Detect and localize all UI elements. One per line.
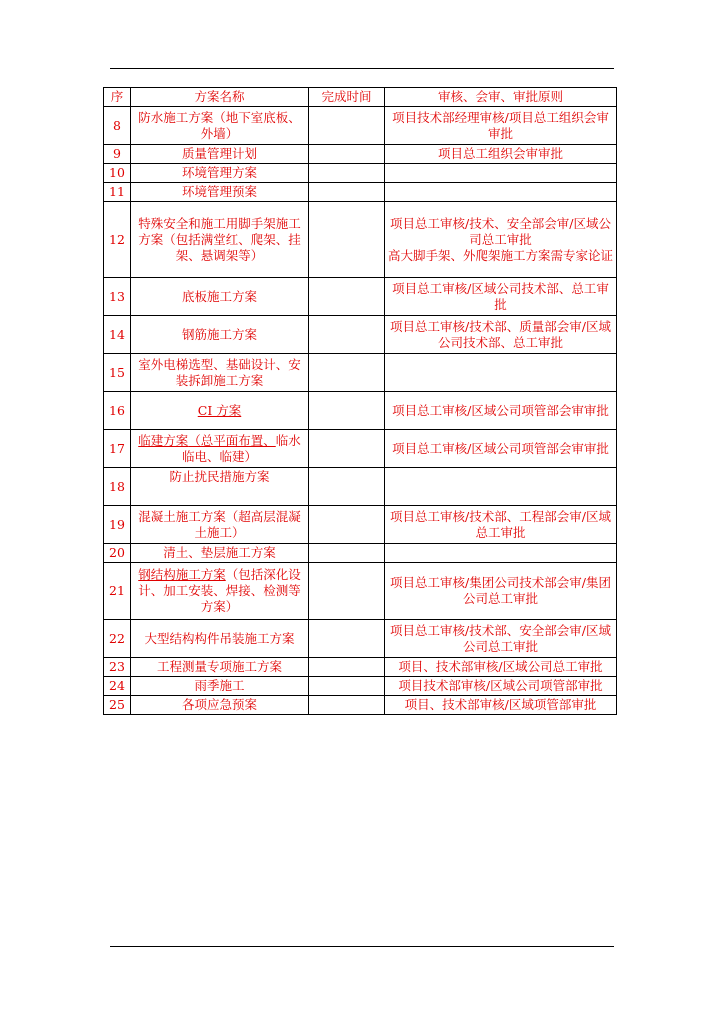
row-name-underlined: 钢结构施工方案 bbox=[138, 567, 226, 582]
row-time bbox=[309, 430, 385, 468]
table-row bbox=[104, 164, 617, 183]
row-review bbox=[385, 183, 617, 202]
footer-rule bbox=[110, 946, 614, 947]
row-review: 项目总工审核/集团公司技术部会审/集团公司总工审批 bbox=[385, 563, 617, 620]
row-no: 19 bbox=[104, 506, 131, 544]
table-row bbox=[104, 506, 617, 544]
row-review: 项目技术部经理审核/项目总工组织会审审批 bbox=[385, 107, 617, 145]
row-time bbox=[309, 183, 385, 202]
row-review: 项目总工审核/区域公司项管部会审审批 bbox=[385, 430, 617, 468]
row-time bbox=[309, 620, 385, 658]
row-name bbox=[131, 430, 309, 468]
table-row bbox=[104, 278, 617, 316]
row-no: 18 bbox=[104, 468, 131, 506]
column-header-time: 完成时间 bbox=[309, 88, 385, 107]
row-name: 特殊安全和施工用脚手架施工方案（包括满堂红、爬架、挂架、悬调架等） bbox=[131, 202, 309, 278]
row-name: 雨季施工 bbox=[131, 677, 309, 696]
table-row bbox=[104, 563, 617, 620]
table-row bbox=[104, 658, 617, 677]
row-no: 20 bbox=[104, 544, 131, 563]
row-no: 13 bbox=[104, 278, 131, 316]
column-header-name: 方案名称 bbox=[131, 88, 309, 107]
table-row bbox=[104, 392, 617, 430]
row-review: 项目、技术部审核/区域公司总工审批 bbox=[385, 658, 617, 677]
row-name bbox=[131, 563, 309, 620]
row-name: 防止扰民措施方案 bbox=[131, 468, 309, 506]
row-no: 15 bbox=[104, 354, 131, 392]
row-time bbox=[309, 278, 385, 316]
row-review: 项目总工审核/技术部、质量部会审/区域公司技术部、总工审批 bbox=[385, 316, 617, 354]
row-no: 11 bbox=[104, 183, 131, 202]
row-review: 项目、技术部审核/区域项管部审批 bbox=[385, 696, 617, 715]
row-name-rest: （包括深化设计、加工安装、焊接、检测等方案） bbox=[138, 567, 301, 614]
row-review-line: 项目总工审核/技术、安全部会审/区域公司总工审批 bbox=[390, 215, 611, 247]
row-review: 项目总工审核/区域公司技术部、总工审批 bbox=[385, 278, 617, 316]
row-review: 项目总工审核/技术部、安全部会审/区域公司总工审批 bbox=[385, 620, 617, 658]
row-name: 大型结构构件吊装施工方案 bbox=[131, 620, 309, 658]
row-review: 项目总工审核/技术部、工程部会审/区域总工审批 bbox=[385, 506, 617, 544]
table-row bbox=[104, 620, 617, 658]
row-time bbox=[309, 563, 385, 620]
row-name: 工程测量专项施工方案 bbox=[131, 658, 309, 677]
row-no: 9 bbox=[104, 145, 131, 164]
row-name: 环境管理方案 bbox=[131, 164, 309, 183]
row-name: 底板施工方案 bbox=[131, 278, 309, 316]
row-time bbox=[309, 164, 385, 183]
table-row bbox=[104, 696, 617, 715]
row-name-rest: 临水临电、临建） bbox=[181, 432, 301, 464]
row-review: 项目总工审核/区域公司项管部会审审批 bbox=[385, 392, 617, 430]
row-review-note: 高大脚手架、外爬架施工方案需专家论证 bbox=[388, 247, 614, 263]
row-review: 项目总工组织会审审批 bbox=[385, 145, 617, 164]
row-review: 项目技术部审核/区域公司项管部审批 bbox=[385, 677, 617, 696]
table-row bbox=[104, 468, 617, 506]
row-time bbox=[309, 506, 385, 544]
row-name-underlined: 临建方案 bbox=[138, 432, 189, 448]
row-time bbox=[309, 354, 385, 392]
row-no: 17 bbox=[104, 430, 131, 468]
row-review bbox=[385, 354, 617, 392]
row-review bbox=[385, 544, 617, 563]
row-review bbox=[385, 164, 617, 183]
row-no: 12 bbox=[104, 202, 131, 278]
row-no: 10 bbox=[104, 164, 131, 183]
table-row bbox=[104, 316, 617, 354]
column-header-review: 审核、会审、审批原则 bbox=[385, 88, 617, 107]
row-time bbox=[309, 677, 385, 696]
row-review bbox=[385, 202, 617, 278]
row-name: 室外电梯选型、基础设计、安装拆卸施工方案 bbox=[131, 354, 309, 392]
row-time bbox=[309, 202, 385, 278]
row-no: 16 bbox=[104, 392, 131, 430]
row-name: 环境管理预案 bbox=[131, 183, 309, 202]
row-name: 各项应急预案 bbox=[131, 696, 309, 715]
row-time bbox=[309, 696, 385, 715]
table-row bbox=[104, 354, 617, 392]
table-row bbox=[104, 544, 617, 563]
table-row bbox=[104, 107, 617, 145]
row-name: 清土、垫层施工方案 bbox=[131, 544, 309, 563]
row-time bbox=[309, 107, 385, 145]
row-no: 25 bbox=[104, 696, 131, 715]
row-no: 21 bbox=[104, 563, 131, 620]
row-name: 混凝土施工方案（超高层混凝土施工） bbox=[131, 506, 309, 544]
row-time bbox=[309, 468, 385, 506]
column-header-no: 序 bbox=[104, 88, 131, 107]
row-time bbox=[309, 145, 385, 164]
table-row bbox=[104, 202, 617, 278]
row-time bbox=[309, 658, 385, 677]
plan-table bbox=[103, 87, 617, 715]
table-row bbox=[104, 677, 617, 696]
row-time bbox=[309, 316, 385, 354]
row-name: CI 方案 bbox=[131, 392, 309, 430]
row-time bbox=[309, 544, 385, 563]
table-row bbox=[104, 183, 617, 202]
row-time bbox=[309, 392, 385, 430]
row-name: 防水施工方案（地下室底板、外墙） bbox=[131, 107, 309, 145]
row-review bbox=[385, 468, 617, 506]
table-header-row bbox=[104, 88, 617, 107]
table-row bbox=[104, 145, 617, 164]
row-no: 22 bbox=[104, 620, 131, 658]
row-name: 钢筋施工方案 bbox=[131, 316, 309, 354]
row-no: 24 bbox=[104, 677, 131, 696]
row-name-underlined-2: （总平面布置、 bbox=[188, 432, 276, 448]
row-name: 质量管理计划 bbox=[131, 145, 309, 164]
row-no: 8 bbox=[104, 107, 131, 145]
row-no: 14 bbox=[104, 316, 131, 354]
header-rule bbox=[110, 68, 614, 69]
table-row bbox=[104, 430, 617, 468]
row-no: 23 bbox=[104, 658, 131, 677]
